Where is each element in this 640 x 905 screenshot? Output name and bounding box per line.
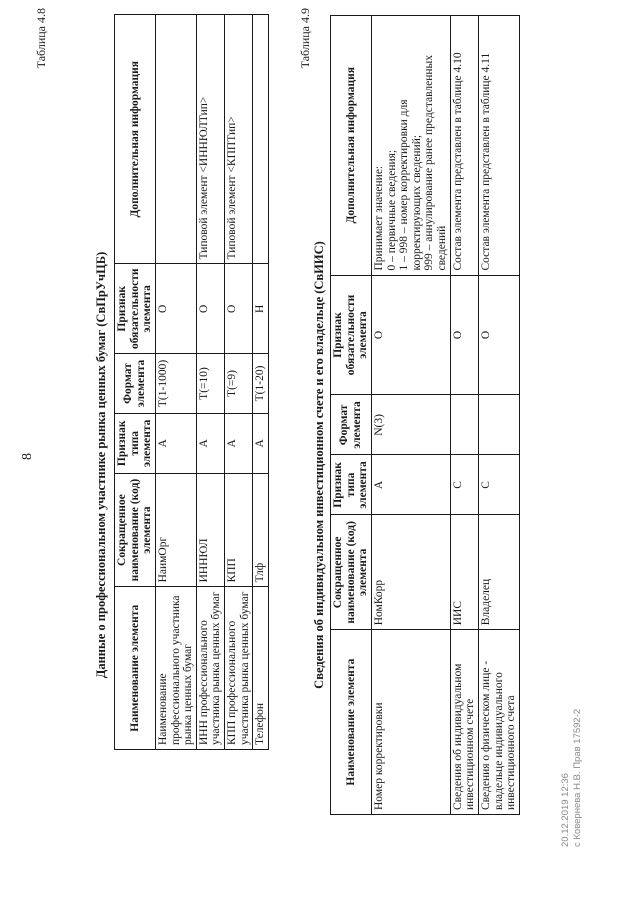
header-cell: Сокращенное наименование (код) элемента	[115, 473, 156, 587]
table-cell: Тлф	[253, 473, 269, 587]
table-cell: ИИС	[450, 515, 478, 630]
table-cell: Сведения о физическом лице - владельце индивидуального инвестиционного счета	[479, 630, 520, 815]
table-cell: Сведения об индивидуальном инвестиционном счете	[450, 630, 478, 815]
stamp-line: 20.12.2019 12:36	[560, 773, 571, 847]
table-cell: T(1-1000)	[155, 354, 196, 414]
table-cell: Типовой элемент <ИННЮЛТип>	[196, 15, 224, 265]
table-cell	[450, 395, 478, 455]
table-cell: НомКорр	[371, 515, 450, 630]
header-cell: Наименование элемента	[331, 630, 372, 815]
table-cell: Н	[253, 264, 269, 354]
header-cell: Формат элемента	[331, 395, 372, 455]
table-row	[253, 15, 269, 750]
table-row	[371, 16, 450, 815]
document-stamp	[560, 709, 584, 847]
table-cell: Номер корректировки	[371, 630, 450, 815]
table-cell: ИНН профессионального участника рынка ценных бумаг	[196, 587, 224, 750]
header-cell: Наименование элемента	[115, 587, 156, 750]
table-row	[196, 15, 224, 750]
table-cell: ИННЮЛ	[196, 473, 224, 587]
header-cell: Дополнительная информация	[331, 16, 372, 276]
table-cell: Принимает значение: 0 – первичные сведения; 1 – 998 – номер корректировки для корректирующих сведений; 999 – аннулирование ранее представленных сведений	[371, 16, 450, 276]
table-cell: НаимОрг	[155, 473, 196, 587]
table-cell: А	[253, 413, 269, 473]
table-cell: T(1-20)	[253, 354, 269, 414]
table-cell: КПП	[225, 473, 253, 587]
table-cell: КПП профессионального участника рынка ценных бумаг	[225, 587, 253, 750]
table-4-9	[330, 15, 520, 815]
table-cell	[479, 395, 520, 455]
table-cell: N(3)	[371, 395, 450, 455]
header-cell: Признак типа элемента	[115, 413, 156, 473]
table-row	[479, 16, 520, 815]
table-cell: Телефон	[253, 587, 269, 750]
table-row	[450, 16, 478, 815]
table-cell: А	[196, 413, 224, 473]
header-cell: Признак типа элемента	[331, 455, 372, 515]
header-cell: Признак обязательности элемента	[331, 275, 372, 395]
table-cell: О	[450, 275, 478, 395]
table-cell	[253, 15, 269, 265]
table-cell: А	[371, 455, 450, 515]
table-4-8-label: Таблица 4.8	[34, 8, 48, 69]
table-cell: О	[225, 264, 253, 354]
table-row	[225, 15, 253, 750]
table-cell: О	[479, 275, 520, 395]
page-number: 8	[20, 453, 35, 460]
table-cell: О	[371, 275, 450, 395]
table-cell: T(=10)	[196, 354, 224, 414]
table-cell: С	[479, 455, 520, 515]
table-cell: Типовой элемент <КППТип>	[225, 15, 253, 265]
table-cell: А	[225, 413, 253, 473]
table-4-9-title: Сведения об индивидуальном инвестиционном счете и его владельце (СвИИС)	[312, 241, 326, 689]
table-cell: Состав элемента представлен в таблице 4.11	[479, 16, 520, 276]
table-cell: Владелец	[479, 515, 520, 630]
header-cell: Сокращенное наименование (код) элемента	[331, 515, 372, 630]
header-cell: Дополнительная информация	[115, 15, 156, 265]
table-cell	[155, 15, 196, 265]
table-cell: Состав элемента представлен в таблице 4.10	[450, 16, 478, 276]
table-row	[155, 15, 196, 750]
table-cell: А	[155, 413, 196, 473]
table-4-9-label: Таблица 4.9	[298, 8, 312, 69]
table-cell: О	[196, 264, 224, 354]
header-cell: Формат элемента	[115, 354, 156, 414]
table-cell: О	[155, 264, 196, 354]
table-4-8-title: Данные о профессиональном участнике рынка ценных бумаг (СвПрУчЦБ)	[94, 251, 108, 679]
table-cell: T(=9)	[225, 354, 253, 414]
table-cell: С	[450, 455, 478, 515]
stamp-line: с Ковернева Н.В. Прав 17592-2	[571, 708, 583, 847]
header-cell: Признак обязательности элемента	[115, 264, 156, 354]
table-header-row	[115, 15, 156, 750]
table-header-row	[331, 16, 372, 815]
table-cell: Наименование профессионального участника рынка ценных бумаг	[155, 587, 196, 750]
table-4-8	[114, 14, 269, 750]
